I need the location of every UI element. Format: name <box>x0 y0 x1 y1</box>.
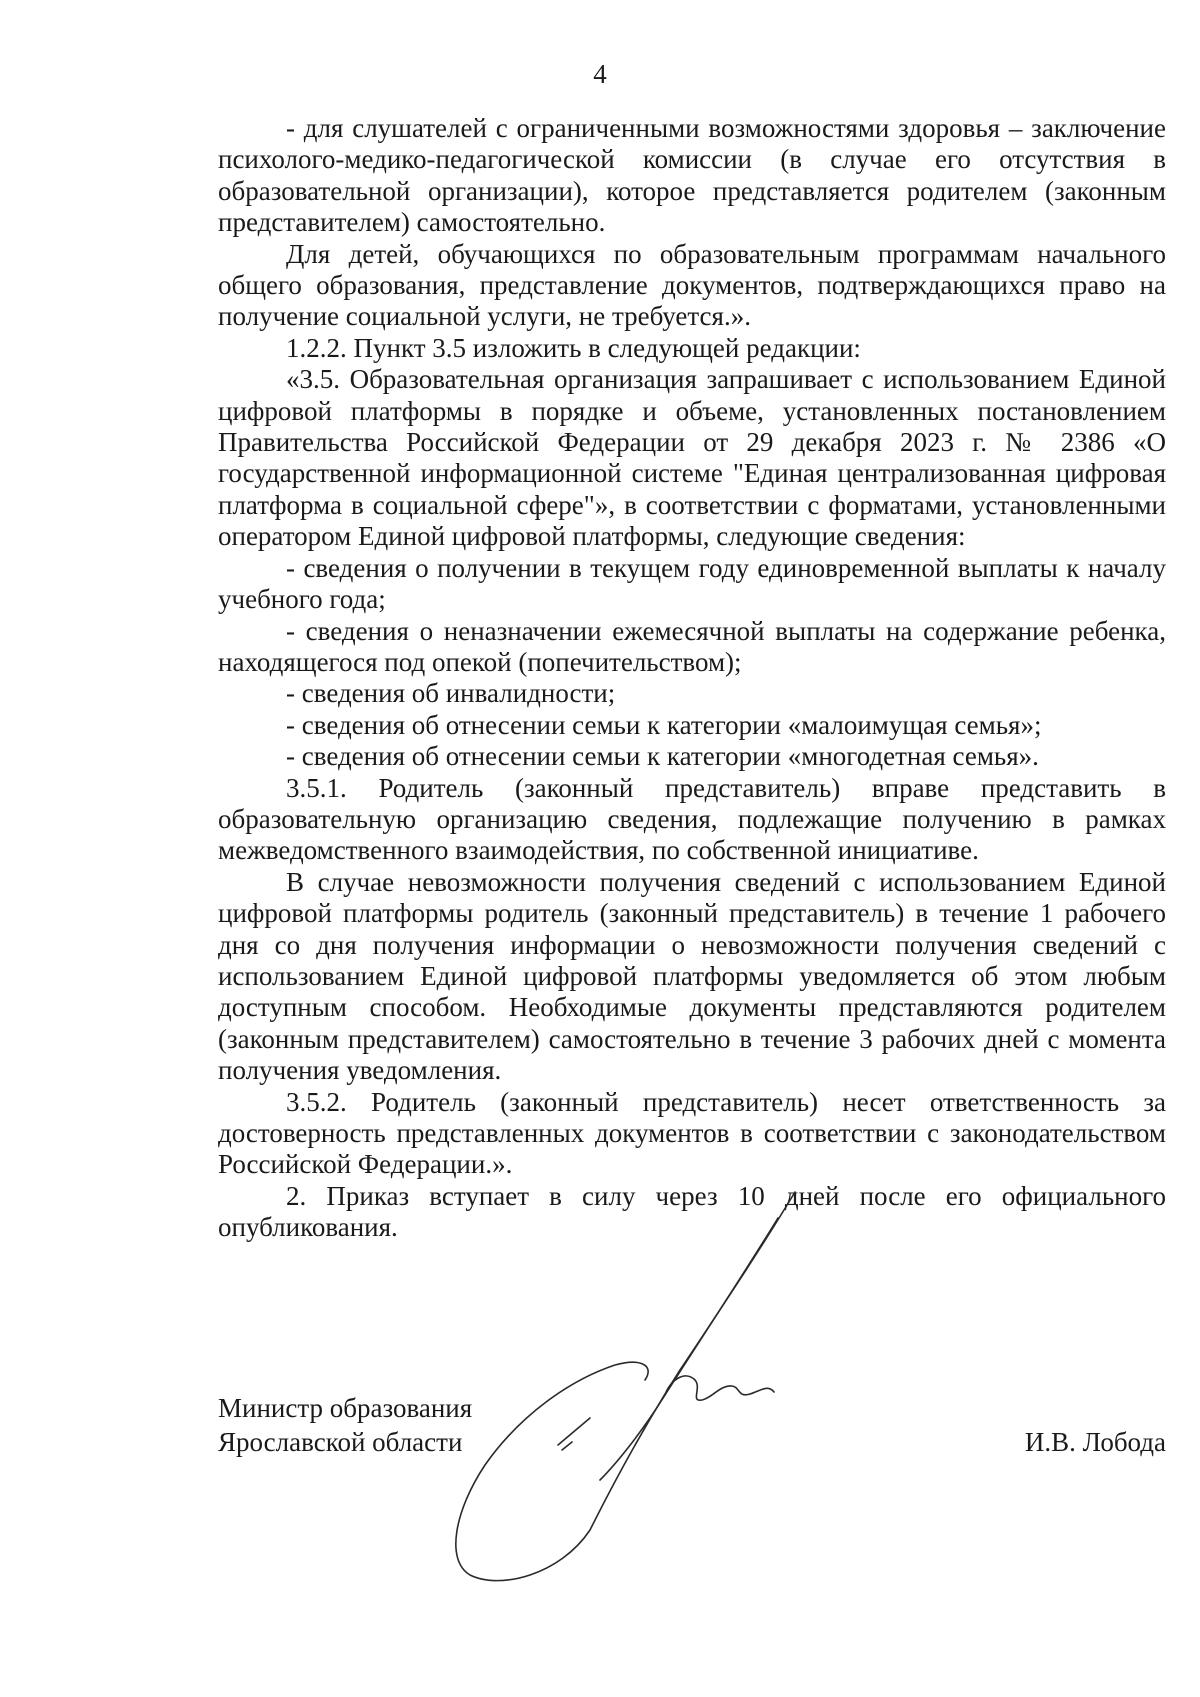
paragraph: Для детей, обучающихся по образовательным программам начального общего образования, представление документов, подтверждающихся право на получение социальной услуги, не требуется.». <box>218 238 1166 332</box>
paragraph: - для слушателей с ограниченными возможностями здоровья – заключение психолого-медико-педагогической комиссии (в случае его отсутствия в образовательной организации), которое представляется родителем (законным представителем) самостоятельно. <box>218 113 1166 238</box>
paragraph: 3.5.2. Родитель (законный представитель) несет ответственность за достоверность представленных документов в соответствии с законодательством Российской Федерации.». <box>218 1086 1166 1180</box>
signer-position-line: Министр образования <box>218 1393 473 1423</box>
page-number: 4 <box>593 59 607 89</box>
signer-name: И.В. Лобода <box>1024 1427 1166 1457</box>
handwritten-signature <box>440 1180 800 1600</box>
paragraph: 3.5.1. Родитель (законный представитель) вправе представить в образовательную организацию сведения, подлежащие получению в рамках межведомственного взаимодействия, по собственной инициативе. <box>218 772 1166 866</box>
document-body <box>218 113 1166 1244</box>
paragraph: 2. Приказ вступает в силу через 10 дней после его официального опубликования. <box>218 1180 1166 1243</box>
paragraph: В случае невозможности получения сведений с использованием Единой цифровой платформы родитель (законный представитель) в течение 1 рабочего дня со дня получения информации о невозможности получения сведений с использованием Единой цифровой платформы уведомляется об этом любым доступным способом. Необходимые документы представляются родителем (законным представителем) самостоятельно в течение 3 рабочих дней с момента получения уведомления. <box>218 866 1166 1086</box>
paragraph: - сведения об отнесении семьи к категории «многодетная семья». <box>286 741 1039 772</box>
paragraph: - сведения о неназначении ежемесячной выплаты на содержание ребенка, находящегося под опекой (попечительством); <box>218 615 1166 677</box>
paragraph: - сведения о получении в текущем году единовременной выплаты к началу учебного года; <box>218 552 1166 615</box>
paragraph: - сведения об инвалидности; <box>286 678 616 709</box>
signer-position <box>218 1391 472 1459</box>
signer-position-line: Ярославской области <box>218 1427 463 1457</box>
paragraph: «3.5. Образовательная организация запрашивает с использованием Единой цифровой платформы в порядке и объеме, установленных постановлением Правительства Российской Федерации от 29 декабря 2023 г. № 2386 «О государственной информационной системе "Единая централизованная цифровая платформа в социальной сфере"», в соответствии с форматами, установленными оператором Единой цифровой платформы, следующие сведения: <box>218 364 1166 552</box>
paragraph: - сведения об отнесении семьи к категории «малоимущая семья»; <box>286 709 1042 740</box>
paragraph: 1.2.2. Пункт 3.5 изложить в следующей редакции: <box>286 332 861 363</box>
